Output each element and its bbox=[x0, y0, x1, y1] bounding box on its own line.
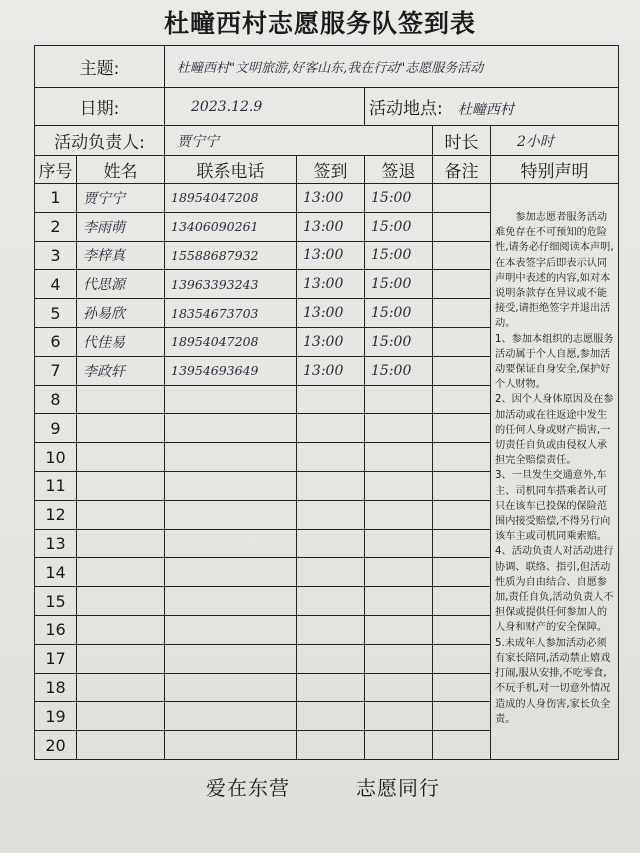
signer-phone: 18354673703 bbox=[165, 299, 297, 328]
sign-in-time: 13:00 bbox=[297, 241, 365, 270]
remark-cell bbox=[433, 184, 491, 213]
remark-cell bbox=[433, 471, 491, 500]
sign-in-time: 13:00 bbox=[297, 270, 365, 299]
theme-row bbox=[35, 46, 619, 88]
sign-in-time bbox=[297, 731, 365, 760]
remark-cell bbox=[433, 356, 491, 385]
sign-out-time: 15:00 bbox=[365, 356, 433, 385]
signer-phone: 13406090261 bbox=[165, 212, 297, 241]
sign-in-time bbox=[297, 558, 365, 587]
signer-phone: 13954693649 bbox=[165, 356, 297, 385]
duration-label: 时长 bbox=[433, 126, 491, 156]
remark-cell bbox=[433, 212, 491, 241]
col-header-phone: 联系电话 bbox=[165, 156, 297, 184]
leader-label: 活动负责人: bbox=[35, 126, 165, 156]
signer-name: 代佳易 bbox=[77, 327, 165, 356]
signer-name bbox=[77, 615, 165, 644]
signer-phone bbox=[165, 558, 297, 587]
sign-in-time bbox=[297, 500, 365, 529]
sign-out-time: 15:00 bbox=[365, 212, 433, 241]
sign-in-time: 13:00 bbox=[297, 299, 365, 328]
remark-cell bbox=[433, 702, 491, 731]
signer-name: 李雨萌 bbox=[77, 212, 165, 241]
signer-phone: 18954047208 bbox=[165, 327, 297, 356]
remark-cell bbox=[433, 270, 491, 299]
footer-slogan-right: 志愿同行 bbox=[356, 776, 440, 800]
sign-out-time bbox=[365, 414, 433, 443]
signer-phone bbox=[165, 414, 297, 443]
signer-phone bbox=[165, 587, 297, 616]
remark-cell bbox=[433, 299, 491, 328]
row-number: 7 bbox=[35, 356, 77, 385]
signer-phone bbox=[165, 471, 297, 500]
sign-out-time bbox=[365, 385, 433, 414]
row-number: 14 bbox=[35, 558, 77, 587]
sign-out-time bbox=[365, 673, 433, 702]
signer-name bbox=[77, 731, 165, 760]
signer-name bbox=[77, 385, 165, 414]
signer-phone bbox=[165, 731, 297, 760]
location-value: 杜疃西村 bbox=[457, 102, 514, 118]
row-number: 9 bbox=[35, 414, 77, 443]
row-number: 13 bbox=[35, 529, 77, 558]
location-label: 活动地点: bbox=[369, 99, 443, 119]
signer-name: 代思源 bbox=[77, 270, 165, 299]
remark-cell bbox=[433, 644, 491, 673]
row-number: 4 bbox=[35, 270, 77, 299]
signer-phone bbox=[165, 673, 297, 702]
remark-cell bbox=[433, 327, 491, 356]
sign-in-time: 13:00 bbox=[297, 212, 365, 241]
sign-out-time bbox=[365, 702, 433, 731]
row-number: 8 bbox=[35, 385, 77, 414]
sign-out-time: 15:00 bbox=[365, 299, 433, 328]
sign-out-time bbox=[365, 471, 433, 500]
remark-cell bbox=[433, 558, 491, 587]
duration-value: 2小时 bbox=[491, 126, 619, 156]
remark-cell bbox=[433, 529, 491, 558]
date-row bbox=[35, 88, 619, 126]
sign-in-time: 13:00 bbox=[297, 356, 365, 385]
remark-cell bbox=[433, 615, 491, 644]
col-header-name: 姓名 bbox=[77, 156, 165, 184]
location-cell bbox=[365, 88, 619, 126]
leader-value: 贾宁宁 bbox=[165, 126, 433, 156]
sign-in-time bbox=[297, 529, 365, 558]
theme-label: 主题: bbox=[35, 46, 165, 88]
remark-cell bbox=[433, 385, 491, 414]
sign-in-time bbox=[297, 673, 365, 702]
row-number: 11 bbox=[35, 471, 77, 500]
row-number: 15 bbox=[35, 587, 77, 616]
row-number: 6 bbox=[35, 327, 77, 356]
sign-in-time bbox=[297, 644, 365, 673]
signer-phone bbox=[165, 529, 297, 558]
signer-name: 孙易欣 bbox=[77, 299, 165, 328]
signer-phone: 13963393243 bbox=[165, 270, 297, 299]
remark-cell bbox=[433, 673, 491, 702]
sign-in-time: 13:00 bbox=[297, 184, 365, 213]
sign-in-time bbox=[297, 414, 365, 443]
signer-phone bbox=[165, 443, 297, 472]
sign-out-time: 15:00 bbox=[365, 241, 433, 270]
row-number: 2 bbox=[35, 212, 77, 241]
statement-item: 5.未成年人参加活动必须有家长陪同,活动禁止嬉戏打闹,服从安排,不吃零食,不玩手机,对一切意外情况造成的人身伤害,家长负全责。 bbox=[495, 637, 611, 725]
sign-in-time bbox=[297, 443, 365, 472]
theme-value: 杜疃西村"文明旅游,好客山东,我在行动"志愿服务活动 bbox=[165, 46, 619, 88]
statement-item: 2、因个人身体原因及在参加活动或在往返途中发生的任何人身或财产损害,一切责任自负或由侵权人承担完全赔偿责任。 bbox=[495, 394, 614, 467]
sign-out-time bbox=[365, 644, 433, 673]
signer-name bbox=[77, 673, 165, 702]
signer-name: 李政轩 bbox=[77, 356, 165, 385]
remark-cell bbox=[433, 500, 491, 529]
table-row bbox=[35, 184, 619, 213]
signer-name: 贾宁宁 bbox=[77, 184, 165, 213]
sign-in-time bbox=[297, 471, 365, 500]
special-statement bbox=[491, 184, 619, 760]
date-value: 2023.12.9 bbox=[165, 88, 365, 126]
signer-phone: 15588687932 bbox=[165, 241, 297, 270]
remark-cell bbox=[433, 587, 491, 616]
signer-name bbox=[77, 443, 165, 472]
signer-phone bbox=[165, 385, 297, 414]
footer-slogan-left: 爱在东营 bbox=[206, 776, 290, 800]
col-header-remark: 备注 bbox=[433, 156, 491, 184]
remark-cell bbox=[433, 443, 491, 472]
signer-phone bbox=[165, 615, 297, 644]
sign-out-time bbox=[365, 615, 433, 644]
signer-name bbox=[77, 529, 165, 558]
row-number: 19 bbox=[35, 702, 77, 731]
remark-cell bbox=[433, 241, 491, 270]
column-header-row bbox=[35, 156, 619, 184]
sign-out-time bbox=[365, 529, 433, 558]
statement-item: 1、参加本组织的志愿服务活动属于个人自愿,参加活动要保证自身安全,保护好个人财物。 bbox=[495, 333, 614, 391]
signer-name: 李梓真 bbox=[77, 241, 165, 270]
sign-in-table bbox=[34, 45, 619, 760]
row-number: 20 bbox=[35, 731, 77, 760]
row-number: 18 bbox=[35, 673, 77, 702]
page-title: 杜疃西村志愿服务队签到表 bbox=[163, 9, 476, 38]
signer-name bbox=[77, 500, 165, 529]
row-number: 16 bbox=[35, 615, 77, 644]
col-header-sign-in: 签到 bbox=[297, 156, 365, 184]
statement-item: 4、活动负责人对活动进行协调、联络、指引,但活动性质为自由结合、自愿参加,责任自负,活动负责人不担保或提供任何参加人的人身和财产的安全保障。 bbox=[495, 546, 614, 634]
row-number: 17 bbox=[35, 644, 77, 673]
sign-out-time bbox=[365, 500, 433, 529]
row-number: 3 bbox=[35, 241, 77, 270]
statement-item: 3、一旦发生交通意外,车主、司机同车搭乘者认可只在该车已投保的保险范围内接受赔偿,不得另行向该车主或司机同乘索赔。 bbox=[495, 470, 611, 543]
date-label: 日期: bbox=[35, 88, 165, 126]
remark-cell bbox=[433, 414, 491, 443]
sign-out-time: 15:00 bbox=[365, 327, 433, 356]
signer-phone bbox=[165, 500, 297, 529]
col-header-no: 序号 bbox=[35, 156, 77, 184]
sign-in-time: 13:00 bbox=[297, 327, 365, 356]
sign-in-time bbox=[297, 587, 365, 616]
signer-name bbox=[77, 471, 165, 500]
signer-phone bbox=[165, 644, 297, 673]
row-number: 1 bbox=[35, 184, 77, 213]
signer-name bbox=[77, 702, 165, 731]
sign-in-time bbox=[297, 702, 365, 731]
sign-in-time bbox=[297, 385, 365, 414]
row-number: 12 bbox=[35, 500, 77, 529]
signer-phone: 18954047208 bbox=[165, 184, 297, 213]
sign-out-time bbox=[365, 731, 433, 760]
col-header-sign-out: 签退 bbox=[365, 156, 433, 184]
signer-name bbox=[77, 558, 165, 587]
signer-name bbox=[77, 644, 165, 673]
row-number: 10 bbox=[35, 443, 77, 472]
sign-out-time: 15:00 bbox=[365, 184, 433, 213]
row-number: 5 bbox=[35, 299, 77, 328]
sign-out-time: 15:00 bbox=[365, 270, 433, 299]
sign-out-time bbox=[365, 443, 433, 472]
sign-out-time bbox=[365, 558, 433, 587]
signer-phone bbox=[165, 702, 297, 731]
signer-name bbox=[77, 414, 165, 443]
remark-cell bbox=[433, 731, 491, 760]
signer-name bbox=[77, 587, 165, 616]
sign-in-time bbox=[297, 615, 365, 644]
statement-intro: 参加志愿者服务活动难免存在不可预知的危险性,请务必仔细阅读本声明,在本表签字后即表示认同声明中表述的内容,如对本说明条款存在异议或不能接受,请拒绝签字并退出活动。 bbox=[495, 212, 614, 330]
col-header-statement: 特别声明 bbox=[491, 156, 619, 184]
sign-out-time bbox=[365, 587, 433, 616]
leader-row bbox=[35, 126, 619, 156]
